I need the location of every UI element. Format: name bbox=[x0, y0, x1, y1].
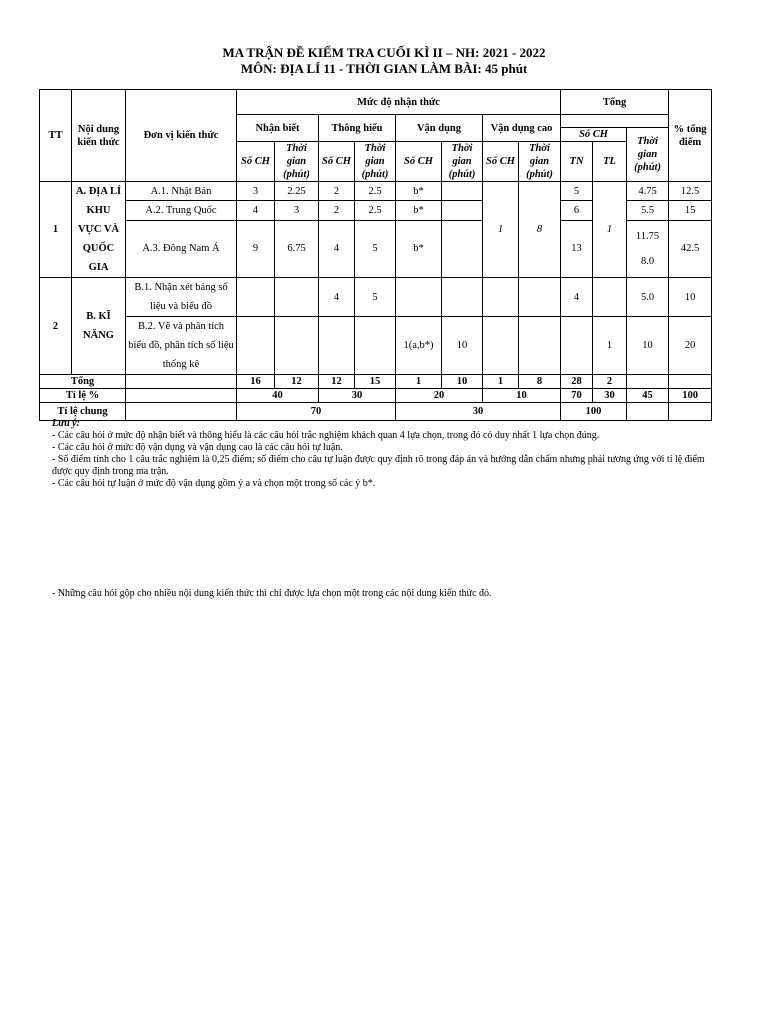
totals-nb-ch: 16 bbox=[237, 375, 275, 389]
cell-a1-vd-ch: b* bbox=[396, 182, 442, 201]
note-item: - Số điểm tính cho 1 câu trắc nghiệm là 0,25 điểm; số điểm cho câu tự luận được quy định rõ trong đáp án và hướng dẫn chấm nhưng phải tương ứng với tỉ lệ điểm được quy định trong ma trận. bbox=[52, 454, 705, 477]
cell-b2-vd-time: 10 bbox=[442, 317, 483, 375]
cell-b2-th-ch bbox=[319, 317, 355, 375]
cell-a2-vd-ch: b* bbox=[396, 201, 442, 220]
section-1-tt: 1 bbox=[40, 182, 72, 278]
totals-vdc-time: 8 bbox=[519, 375, 561, 389]
header-vd-so-ch: Số CH bbox=[396, 142, 442, 182]
note-item: - Các câu hỏi ở mức độ vận dụng và vận dụng cao là các câu hỏi tự luận. bbox=[52, 442, 343, 453]
cell-a2-nb-ch: 4 bbox=[237, 201, 275, 220]
unit-b1: B.1. Nhận xét bảng số liệu và biểu đồ bbox=[126, 278, 237, 317]
header-nb-time: Thời gian (phút) bbox=[275, 142, 319, 182]
common-ratio-label: Tỉ lệ chung bbox=[40, 403, 126, 421]
cell-b1-vdc-time bbox=[519, 278, 561, 317]
totals-nb-time: 12 bbox=[275, 375, 319, 389]
cell-a3-nb-ch: 9 bbox=[237, 220, 275, 277]
ratio-row bbox=[40, 389, 712, 403]
document-title: MA TRẬN ĐỀ KIỂM TRA CUỐI KÌ II – NH: 2021 - 2022 bbox=[222, 45, 546, 60]
cell-a1-nb-time: 2.25 bbox=[275, 182, 319, 201]
cell-b2-tl: 1 bbox=[593, 317, 627, 375]
common-ratio-b: 30 bbox=[396, 403, 561, 421]
cell-section1-tl: 1 bbox=[593, 182, 627, 278]
unit-b2: B.2. Vẽ và phân tích biểu đồ, phân tích số liệu thống kê bbox=[126, 317, 237, 375]
cell-b2-nb-time bbox=[275, 317, 319, 375]
cell-b2-vd-ch: 1(a,b*) bbox=[396, 317, 442, 375]
header-unit: Đơn vị kiến thức bbox=[126, 90, 237, 182]
exam-matrix-table bbox=[39, 89, 712, 421]
unit-a2: A.2. Trung Quốc bbox=[126, 201, 237, 220]
cell-a3-time bbox=[627, 220, 669, 277]
totals-time-blank bbox=[627, 375, 669, 389]
header-vd-time: Thời gian (phút) bbox=[442, 142, 483, 182]
cell-a3-th-ch: 4 bbox=[319, 220, 355, 277]
cell-a2-time: 5.5 bbox=[627, 201, 669, 220]
ratio-vdc: 10 bbox=[483, 389, 561, 403]
cell-a3-vd-time bbox=[442, 220, 483, 277]
cell-b1-nb-time bbox=[275, 278, 319, 317]
unit-a1: A.1. Nhật Bản bbox=[126, 182, 237, 201]
totals-pct-blank bbox=[669, 375, 712, 389]
header-so-ch-group: Số CH bbox=[561, 128, 627, 142]
cell-b1-vdc-ch bbox=[483, 278, 519, 317]
table-row bbox=[40, 278, 712, 317]
cell-b1-tn: 4 bbox=[561, 278, 593, 317]
section-2-content: B. KĨ NĂNG bbox=[72, 278, 126, 375]
ratio-unit-blank bbox=[126, 389, 237, 403]
cell-b1-th-time: 5 bbox=[355, 278, 396, 317]
cell-a2-pct: 15 bbox=[669, 201, 712, 220]
ratio-tl: 30 bbox=[593, 389, 627, 403]
cell-b1-vd-ch bbox=[396, 278, 442, 317]
totals-vd-time: 10 bbox=[442, 375, 483, 389]
cell-a1-tn: 5 bbox=[561, 182, 593, 201]
header-content: Nội dung kiến thức bbox=[72, 90, 126, 182]
cell-a3-time-line1: 11.75 bbox=[635, 230, 660, 242]
notes-section bbox=[52, 418, 712, 490]
note-item: - Các câu hỏi tự luận ở mức độ vận dụng gồm ý a và chọn một trong số các ý b*. bbox=[52, 478, 376, 489]
totals-unit-blank bbox=[126, 375, 237, 389]
cell-b1-time: 5.0 bbox=[627, 278, 669, 317]
notes-heading: Lưu ý: bbox=[52, 418, 80, 429]
header-total-blank bbox=[561, 115, 669, 128]
totals-tn: 28 bbox=[561, 375, 593, 389]
cell-b1-vd-time bbox=[442, 278, 483, 317]
header-total-time: Thời gian (phút) bbox=[627, 128, 669, 182]
cell-b2-time: 10 bbox=[627, 317, 669, 375]
cell-a2-nb-time: 3 bbox=[275, 201, 319, 220]
totals-label: Tổng bbox=[40, 375, 126, 389]
totals-th-ch: 12 bbox=[319, 375, 355, 389]
cell-b2-th-time bbox=[355, 317, 396, 375]
section-1-content: A. ĐỊA LÍ KHU VỰC VÀ QUỐC GIA bbox=[72, 182, 126, 278]
header-van-dung-cao: Vận dụng cao bbox=[483, 115, 561, 142]
cell-b1-nb-ch bbox=[237, 278, 275, 317]
header-th-so-ch: Số CH bbox=[319, 142, 355, 182]
cell-a3-nb-time: 6.75 bbox=[275, 220, 319, 277]
table-row bbox=[40, 317, 712, 375]
ratio-vd: 20 bbox=[396, 389, 483, 403]
totals-vdc-ch: 1 bbox=[483, 375, 519, 389]
cell-a2-th-ch: 2 bbox=[319, 201, 355, 220]
cell-a1-time: 4.75 bbox=[627, 182, 669, 201]
cell-a2-th-time: 2.5 bbox=[355, 201, 396, 220]
cell-b2-nb-ch bbox=[237, 317, 275, 375]
header-total: Tổng bbox=[561, 90, 669, 115]
cell-a3-tn: 13 bbox=[561, 220, 593, 277]
common-ratio-total: 100 bbox=[561, 403, 627, 421]
totals-th-time: 15 bbox=[355, 375, 396, 389]
cell-a1-vd-time bbox=[442, 182, 483, 201]
ratio-tn: 70 bbox=[561, 389, 593, 403]
header-thong-hieu: Thông hiểu bbox=[319, 115, 396, 142]
cell-b2-pct: 20 bbox=[669, 317, 712, 375]
cell-a1-th-time: 2.5 bbox=[355, 182, 396, 201]
cell-b2-vdc-time bbox=[519, 317, 561, 375]
section-2-tt: 2 bbox=[40, 278, 72, 375]
totals-vd-ch: 1 bbox=[396, 375, 442, 389]
cell-section1-vdc-ch: 1 bbox=[483, 182, 519, 278]
header-percent: % tổng điểm bbox=[669, 90, 712, 182]
header-van-dung: Vận dụng bbox=[396, 115, 483, 142]
cell-a1-th-ch: 2 bbox=[319, 182, 355, 201]
cell-b1-tl bbox=[593, 278, 627, 317]
cell-a3-th-time: 5 bbox=[355, 220, 396, 277]
cell-a2-tn: 6 bbox=[561, 201, 593, 220]
header-tl: TL bbox=[593, 142, 627, 182]
header-levels: Mức độ nhận thức bbox=[237, 90, 561, 115]
ratio-nb: 40 bbox=[237, 389, 319, 403]
header-tn: TN bbox=[561, 142, 593, 182]
header-vdc-time: Thời gian (phút) bbox=[519, 142, 561, 182]
header-nb-so-ch: Số CH bbox=[237, 142, 275, 182]
header-nhan-biet: Nhận biết bbox=[237, 115, 319, 142]
cell-a1-nb-ch: 3 bbox=[237, 182, 275, 201]
document-subtitle: MÔN: ĐỊA LÍ 11 - THỜI GIAN LÀM BÀI: 45 phút bbox=[240, 61, 528, 76]
note-item: - Các câu hỏi ở mức độ nhận biết và thông hiểu là các câu hỏi trắc nghiệm khách quan 4 lựa chọn, trong đó có duy nhất 1 lựa chọn đúng. bbox=[52, 430, 600, 441]
unit-a3: A.3. Đông Nam Á bbox=[126, 220, 237, 277]
totals-row bbox=[40, 375, 712, 389]
common-ratio-a: 70 bbox=[237, 403, 396, 421]
cell-b1-th-ch: 4 bbox=[319, 278, 355, 317]
cell-b2-vdc-ch bbox=[483, 317, 519, 375]
cell-a3-vd-ch: b* bbox=[396, 220, 442, 277]
ratio-pct: 100 bbox=[669, 389, 712, 403]
table-row bbox=[40, 182, 712, 201]
ratio-th: 30 bbox=[319, 389, 396, 403]
cell-b2-tn bbox=[561, 317, 593, 375]
cell-b1-pct: 10 bbox=[669, 278, 712, 317]
cell-section1-vdc-time: 8 bbox=[519, 182, 561, 278]
cell-a1-pct: 12.5 bbox=[669, 182, 712, 201]
ratio-label: Tỉ lệ % bbox=[40, 389, 126, 403]
cell-a2-vd-time bbox=[442, 201, 483, 220]
totals-tl: 2 bbox=[593, 375, 627, 389]
header-vdc-so-ch: Số CH bbox=[483, 142, 519, 182]
header-th-time: Thời gian (phút) bbox=[355, 142, 396, 182]
cell-a3-time-line2: 8.0 bbox=[640, 255, 655, 267]
ratio-time: 45 bbox=[627, 389, 669, 403]
header-tt: TT bbox=[40, 90, 72, 182]
cell-a3-pct: 42.5 bbox=[669, 220, 712, 277]
footnote: - Những câu hỏi gộp cho nhiều nội dung kiến thức thì chỉ được lựa chọn một trong các nội dung kiến thức đó. bbox=[52, 588, 492, 599]
